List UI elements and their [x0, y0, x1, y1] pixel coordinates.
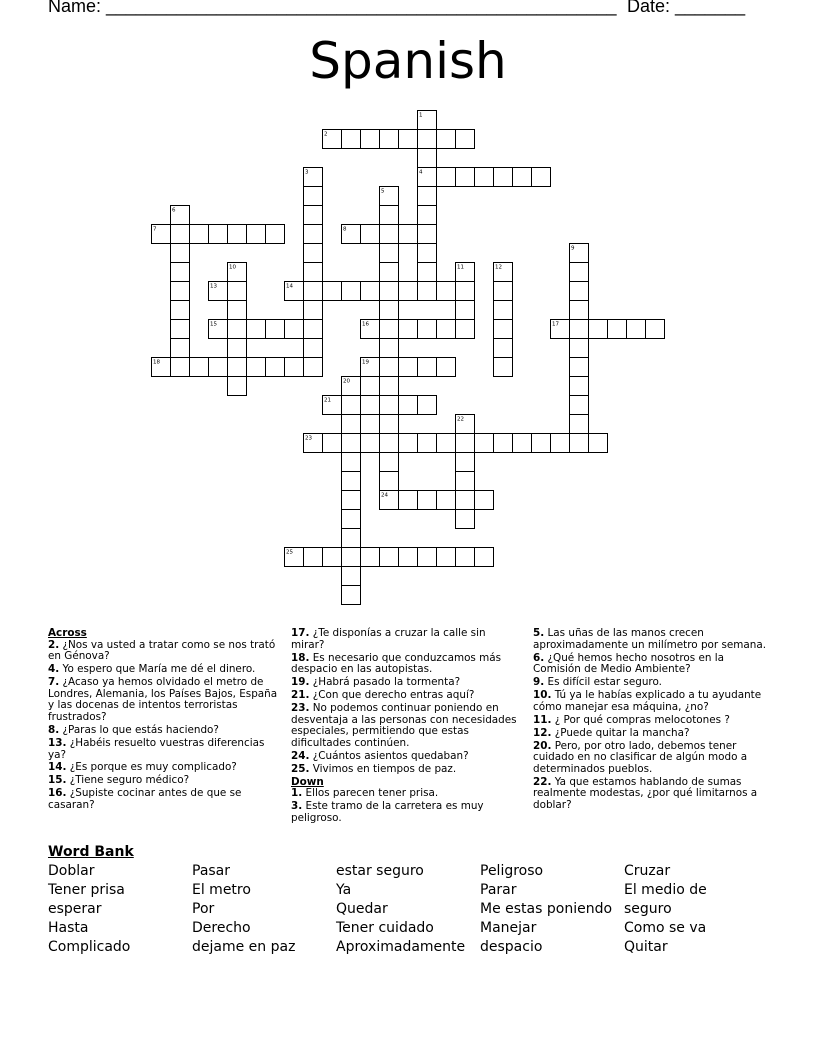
grid-cell[interactable] — [228, 377, 247, 396]
clue-number: 12 — [495, 264, 502, 271]
date-field: Date: _______ — [627, 0, 746, 16]
grid-cell[interactable] — [342, 130, 361, 149]
grid-cell[interactable] — [437, 548, 456, 567]
word-bank-column-5 — [624, 862, 707, 957]
clue-across-18: 18. Es necesario que conduzcamos más despacio en las autopistas. — [291, 651, 502, 676]
grid-cell[interactable] — [437, 320, 456, 339]
grid-cell[interactable] — [570, 434, 589, 453]
down-heading: Down — [291, 775, 324, 788]
clue-number: 20 — [343, 378, 350, 385]
grid-cell[interactable] — [209, 358, 228, 377]
word-bank-item: El metro — [192, 882, 251, 898]
grid-cell[interactable] — [228, 320, 247, 339]
clue-down-10: 10. Tú ya le habías explicado a tu ayudante cómo manejar esa máquina, ¿no? — [533, 689, 762, 713]
grid-cell[interactable] — [304, 548, 323, 567]
grid-cell[interactable] — [475, 168, 494, 187]
grid-cell[interactable] — [380, 130, 399, 149]
grid-cell[interactable] — [361, 225, 380, 244]
grid-cell[interactable] — [513, 168, 532, 187]
grid-cell[interactable] — [456, 453, 475, 472]
grid-cell[interactable] — [323, 434, 342, 453]
grid-cell[interactable] — [399, 434, 418, 453]
grid-cell[interactable] — [304, 187, 323, 206]
grid-cell[interactable] — [209, 225, 228, 244]
grid-cell[interactable] — [171, 301, 190, 320]
grid-cell[interactable] — [171, 282, 190, 301]
across-heading: Across — [48, 627, 87, 639]
word-bank-item: Aproximadamente — [336, 939, 466, 955]
grid-cell[interactable] — [304, 358, 323, 377]
grid-cell[interactable] — [380, 548, 399, 567]
word-bank-item: Me estas poniendo — [480, 901, 613, 917]
grid-cell[interactable] — [494, 301, 513, 320]
clue-across-4: 4. Yo espero que María me dé el dinero. — [48, 663, 256, 676]
grid-cell[interactable] — [418, 548, 437, 567]
clue-down-22: 22. Ya que estamos hablando de sumas realmente modestas, ¿por qué limitarnos a doblar? — [533, 775, 758, 812]
grid-cell[interactable] — [171, 339, 190, 358]
grid-cell[interactable] — [380, 377, 399, 396]
word-bank-item: Manejar — [480, 920, 537, 936]
clue-across-8: 8. ¿Paras lo que estás haciendo? — [48, 723, 219, 736]
grid-cell[interactable] — [285, 320, 304, 339]
grid-cell[interactable] — [361, 396, 380, 415]
grid-cell[interactable] — [342, 396, 361, 415]
clue-across-15: 15. ¿Tiene seguro médico? — [48, 774, 190, 787]
word-bank-item: dejame en paz — [192, 939, 296, 955]
word-bank-column-1 — [48, 862, 130, 957]
grid-cell[interactable] — [456, 320, 475, 339]
grid-cell[interactable] — [418, 396, 437, 415]
grid-cell[interactable] — [570, 358, 589, 377]
word-bank-item: Hasta — [48, 920, 89, 936]
grid-cell[interactable] — [342, 567, 361, 586]
grid-cell[interactable] — [361, 282, 380, 301]
grid-cell[interactable] — [570, 377, 589, 396]
grid-cell[interactable] — [228, 358, 247, 377]
clue-number: 16 — [362, 321, 369, 328]
grid-cell[interactable] — [304, 263, 323, 282]
word-bank-column-3 — [336, 862, 465, 957]
word-bank-item: seguro — [624, 901, 672, 917]
grid-cell[interactable] — [494, 168, 513, 187]
grid-cell[interactable] — [342, 510, 361, 529]
word-bank-item: esperar — [48, 901, 102, 917]
grid-cell[interactable] — [399, 491, 418, 510]
grid-cell[interactable] — [342, 586, 361, 605]
grid-cell[interactable] — [190, 225, 209, 244]
grid-cell[interactable] — [228, 225, 247, 244]
clue-down-20: 20. Pero, por otro lado, debemos tener cuidado en no clasificar de algún modo a determinados pueblos. — [533, 739, 748, 775]
word-bank-item: Parar — [480, 882, 517, 898]
grid-cell[interactable] — [570, 415, 589, 434]
clue-number: 14 — [286, 283, 293, 290]
clue-across-16: 16. ¿Supiste cocinar antes de que se casaran? — [48, 787, 242, 812]
clue-number: 7 — [153, 226, 157, 233]
clue-across-23: 23. No podemos continuar poniendo en desventaja a las personas con necesidades especiales, permitiendo que estas dificultades continúen. — [291, 702, 517, 749]
clue-number: 18 — [153, 359, 160, 366]
grid-cell[interactable] — [380, 339, 399, 358]
clue-down-5: 5. Las uñas de las manos crecen aproximadamente un milímetro por semana. — [533, 627, 767, 651]
grid-cell[interactable] — [380, 434, 399, 453]
grid-cell[interactable] — [399, 130, 418, 149]
grid-cell[interactable] — [456, 434, 475, 453]
grid-cell[interactable] — [266, 320, 285, 339]
clue-across-2: 2. ¿Nos va usted a tratar como se nos trató en Génova? — [48, 638, 276, 663]
grid-cell[interactable] — [437, 130, 456, 149]
grid-cell[interactable] — [418, 282, 437, 301]
grid-cell[interactable] — [304, 320, 323, 339]
clue-number: 19 — [362, 359, 369, 366]
clue-down-1: 1. Ellos parecen tener prisa. — [291, 787, 439, 800]
grid-cell[interactable] — [228, 301, 247, 320]
clue-number: 10 — [229, 264, 236, 271]
clues-column-3 — [533, 628, 769, 813]
grid-cell[interactable] — [380, 244, 399, 263]
clue-down-12: 12. ¿Puede quitar la mancha? — [533, 726, 690, 739]
grid-cell[interactable] — [418, 149, 437, 168]
grid-cell[interactable] — [323, 548, 342, 567]
grid-cell[interactable] — [190, 358, 209, 377]
grid-cell[interactable] — [323, 282, 342, 301]
grid-cell[interactable] — [304, 225, 323, 244]
word-bank-column-4 — [480, 862, 612, 957]
clue-number: 4 — [419, 169, 423, 176]
grid-cell[interactable] — [456, 491, 475, 510]
grid-cell[interactable] — [418, 187, 437, 206]
grid-cell[interactable] — [171, 320, 190, 339]
grid-cell[interactable] — [418, 130, 437, 149]
grid-cell[interactable] — [570, 301, 589, 320]
clue-number: 2 — [324, 131, 328, 138]
clue-number: 9 — [571, 245, 575, 252]
clue-down-11: 11. ¿ Por qué compras melocotones ? — [533, 713, 730, 726]
word-bank-item: Tener prisa — [48, 882, 125, 898]
grid-cell[interactable] — [570, 339, 589, 358]
grid-cell[interactable] — [589, 320, 608, 339]
grid-cell[interactable] — [418, 434, 437, 453]
grid-cell[interactable] — [513, 434, 532, 453]
grid-cell[interactable] — [399, 548, 418, 567]
grid-cell[interactable] — [380, 263, 399, 282]
grid-cell[interactable] — [456, 472, 475, 491]
clue-across-25: 25. Vivimos en tiempos de paz. — [291, 762, 457, 775]
grid-cell[interactable] — [456, 130, 475, 149]
grid-cell[interactable] — [456, 282, 475, 301]
word-bank-item: despacio — [480, 939, 543, 955]
clue-number: 25 — [286, 549, 293, 556]
grid-cell[interactable] — [380, 396, 399, 415]
grid-cell[interactable] — [494, 358, 513, 377]
grid-cell[interactable] — [456, 510, 475, 529]
word-bank-item: estar seguro — [336, 863, 424, 879]
clue-across-24: 24. ¿Cuántos asientos quedaban? — [291, 749, 469, 762]
grid-cell[interactable] — [551, 434, 570, 453]
grid-cell[interactable] — [399, 225, 418, 244]
grid-cell[interactable] — [418, 491, 437, 510]
grid-cell[interactable] — [342, 472, 361, 491]
grid-cell[interactable] — [399, 358, 418, 377]
grid-cell[interactable] — [418, 244, 437, 263]
word-bank-item: Ya — [336, 882, 352, 898]
grid-cell[interactable] — [171, 225, 190, 244]
page-title: Spanish — [309, 32, 507, 90]
clue-number: 11 — [457, 264, 464, 271]
grid-cell[interactable] — [304, 206, 323, 225]
grid-cell[interactable] — [342, 282, 361, 301]
grid-cell[interactable] — [342, 548, 361, 567]
word-bank-item: Derecho — [192, 920, 251, 936]
grid-cell[interactable] — [304, 244, 323, 263]
grid-cell[interactable] — [228, 339, 247, 358]
grid-cell[interactable] — [437, 358, 456, 377]
grid-cell[interactable] — [380, 301, 399, 320]
grid-cell[interactable] — [380, 320, 399, 339]
grid-cell[interactable] — [342, 415, 361, 434]
grid-cell[interactable] — [475, 548, 494, 567]
grid-cell[interactable] — [437, 282, 456, 301]
clue-across-7: 7. ¿Acaso ya hemos olvidado el metro de Londres, Alemania, los Países Bajos, España y las docenas de intentos terroristas frustrados? — [48, 676, 278, 723]
clue-number: 17 — [552, 321, 559, 328]
grid-cell[interactable] — [380, 282, 399, 301]
word-bank-item: Tener cuidado — [336, 920, 434, 936]
grid-cell[interactable] — [494, 320, 513, 339]
word-bank-item: El medio de — [624, 882, 707, 898]
grid-cell[interactable] — [342, 434, 361, 453]
word-bank-item: Doblar — [48, 863, 95, 879]
grid-cell[interactable] — [304, 339, 323, 358]
clue-number: 6 — [172, 207, 176, 214]
clues-column-2 — [291, 628, 519, 826]
grid-cell[interactable] — [570, 282, 589, 301]
clue-number: 5 — [381, 188, 385, 195]
word-bank-item: Por — [192, 901, 215, 917]
grid-cell[interactable] — [361, 434, 380, 453]
grid-cell[interactable] — [475, 491, 494, 510]
grid-cell[interactable] — [627, 320, 646, 339]
clue-number: 1 — [419, 112, 423, 119]
grid-cell[interactable] — [342, 491, 361, 510]
clue-number: 8 — [343, 226, 347, 233]
word-bank-item: Cruzar — [624, 863, 671, 879]
grid-cell[interactable] — [418, 263, 437, 282]
grid-cell[interactable] — [380, 415, 399, 434]
clue-number: 22 — [457, 416, 464, 423]
grid-cell[interactable] — [437, 491, 456, 510]
grid-cell[interactable] — [266, 358, 285, 377]
word-bank-item: Peligroso — [480, 863, 544, 879]
grid-cell[interactable] — [399, 396, 418, 415]
grid-cell[interactable] — [418, 320, 437, 339]
grid-cell[interactable] — [342, 529, 361, 548]
grid-cell[interactable] — [456, 168, 475, 187]
grid-cell[interactable] — [437, 168, 456, 187]
grid-cell[interactable] — [266, 225, 285, 244]
word-bank-item: Quitar — [624, 939, 668, 955]
clue-number: 23 — [305, 435, 312, 442]
grid-cell[interactable] — [247, 320, 266, 339]
grid-cell[interactable] — [380, 206, 399, 225]
clue-down-6: 6. ¿Qué hemos hecho nosotros en la Comisión de Medio Ambiente? — [533, 651, 725, 676]
grid-cell[interactable] — [361, 130, 380, 149]
clue-number: 3 — [305, 169, 309, 176]
clue-across-13: 13. ¿Habéis resuelto vuestras diferencias ya? — [48, 736, 265, 761]
grid-cell[interactable] — [171, 244, 190, 263]
grid-cell[interactable] — [304, 282, 323, 301]
grid-cell[interactable] — [399, 282, 418, 301]
grid-cell[interactable] — [380, 453, 399, 472]
grid-cell[interactable] — [532, 168, 551, 187]
grid-cell[interactable] — [608, 320, 627, 339]
clue-down-9: 9. Es difícil estar seguro. — [533, 676, 662, 689]
grid-cell[interactable] — [570, 396, 589, 415]
grid-cell[interactable] — [399, 320, 418, 339]
grid-cell[interactable] — [570, 263, 589, 282]
grid-cell[interactable] — [171, 263, 190, 282]
grid-cell[interactable] — [494, 282, 513, 301]
word-bank-item: Como se va — [624, 920, 707, 936]
grid-cell[interactable] — [380, 225, 399, 244]
grid-cell[interactable] — [418, 206, 437, 225]
clue-number: 21 — [324, 397, 331, 404]
grid-cell[interactable] — [570, 320, 589, 339]
name-field: Name: ___________________________________________________ — [48, 0, 617, 16]
clue-down-3: 3. Este tramo de la carretera es muy peligroso. — [291, 800, 484, 825]
grid-cell[interactable] — [361, 548, 380, 567]
clue-number: 15 — [210, 321, 217, 328]
grid-cell[interactable] — [532, 434, 551, 453]
clue-across-17: 17. ¿Te disponías a cruzar la calle sin mirar? — [291, 627, 486, 651]
grid-cell[interactable] — [247, 358, 266, 377]
grid-cell[interactable] — [494, 434, 513, 453]
grid-cell[interactable] — [456, 548, 475, 567]
grid-cell[interactable] — [247, 225, 266, 244]
grid-cell[interactable] — [475, 434, 494, 453]
grid-cell[interactable] — [380, 358, 399, 377]
grid-cell[interactable] — [380, 472, 399, 491]
word-bank-item: Pasar — [192, 863, 231, 879]
grid-cell[interactable] — [228, 282, 247, 301]
clue-across-14: 14. ¿Es porque es muy complicado? — [48, 761, 237, 774]
clue-across-19: 19. ¿Habrá pasado la tormenta? — [291, 676, 461, 689]
grid-cell[interactable] — [285, 358, 304, 377]
word-bank-item: Quedar — [336, 901, 388, 917]
word-bank-item: Complicado — [48, 939, 131, 955]
grid-cell[interactable] — [589, 434, 608, 453]
clue-number: 13 — [210, 283, 217, 290]
grid-cell[interactable] — [646, 320, 665, 339]
word-bank-column-2 — [192, 862, 295, 957]
grid-cell[interactable] — [171, 358, 190, 377]
word-bank-title: Word Bank — [48, 844, 134, 860]
grid-cell[interactable] — [418, 225, 437, 244]
clues-column-1 — [48, 628, 282, 813]
grid-cell[interactable] — [418, 358, 437, 377]
grid-cell[interactable] — [494, 339, 513, 358]
grid-cell[interactable] — [304, 301, 323, 320]
clue-across-21: 21. ¿Con que derecho entras aquí? — [291, 689, 475, 702]
grid-cell[interactable] — [342, 453, 361, 472]
clue-number: 24 — [381, 492, 388, 499]
grid-cell[interactable] — [437, 434, 456, 453]
grid-cell[interactable] — [456, 301, 475, 320]
